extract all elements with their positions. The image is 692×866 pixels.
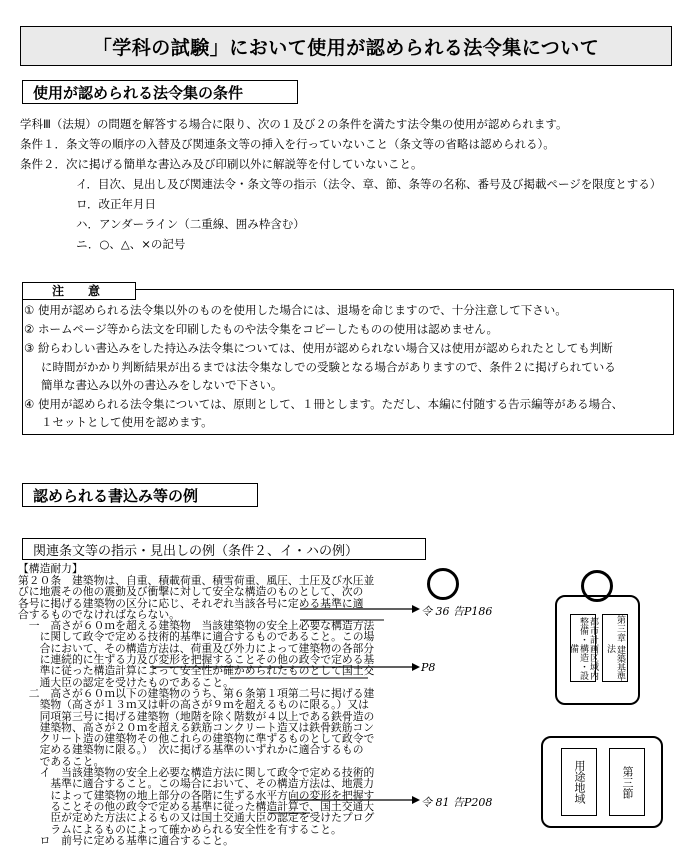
condition-2-item-ro: ロ．改正年月日 [76,197,157,211]
section-subheading: 関連条文等の指示・見出しの例（条件２、イ・ハの例） [22,538,426,560]
condition-2: 条件２．次に掲げる簡単な書込み及び印刷以外に解説等を付していないこと。 [20,157,423,171]
arrow-head-2 [412,663,420,671]
reference-note-2: P8 [421,661,436,674]
law-line: 築物（高さが１３ｍ又は軒の高さが９ｍを超えるものに限る。）又は [18,698,369,712]
law-line: 定める建築物に限る。） 次に掲げる基準のいずれかに適合するもの [18,743,364,757]
intro-text: 学科Ⅲ（法規）の問題を解答する場合に限り、次の１及び２の条件を満たす法令集の使用が認められます。 [20,117,568,131]
caution-line-6: ④ 使用が認められる法令集については、原則として、１冊とします。ただし、本編に付随する告示編等がある場合、 [24,397,624,411]
index-tab-1 [555,595,640,705]
caution-heading: 注 意 [22,282,136,300]
law-line: 第２０条 建築物は、自重、積載荷重、積雪荷重、風圧、土圧及び水圧並 [18,574,375,587]
section-heading-conditions: 使用が認められる法令集の条件 [22,80,298,104]
law-caption: 【構造耐力】 [18,562,83,575]
index-tab-2 [541,736,663,828]
law-line: 基準に適合すること。この場合において、その構造方法は、地震力 [18,777,375,791]
law-line: 同項第三号に掲げる建築物（地階を除く階数が４以上である鉄骨造の [18,709,375,723]
law-line: イ 当該建築物の安全上必要な構造方法に関して政令で定める技術的 [18,766,375,780]
page-title: 「学科の試験」において使用が認められる法令集について [20,26,672,66]
law-line: ることその他の政令で定める基準に従った構造計算で、国土交通大 [18,799,375,813]
caution-line-1: ① 使用が認められる法令集以外のものを使用した場合には、退場を命じますので、十分注意して下さい。 [24,303,567,317]
tab2-left-label: 用途地域 [561,748,597,816]
law-line: 臣が定めた方法によるもの又は国土交通大臣の認定を受けたプログ [18,811,375,825]
tab1-right-label: 第三章 建築基準法 [602,614,628,682]
law-line: びに地震その他の震動及び衝撃に対して安全な構造のものとして、次の [18,585,364,599]
circle-mark-1 [427,568,459,600]
tab1-left-label: 都市計画区域内 整備・構造・設備 [570,614,596,682]
caution-line-2: ② ホームページ等から法文を印刷したものや法令集をコピーしたものの使用は認めません。 [24,322,498,336]
reference-note-3: 令 81 告P208 [421,796,493,809]
law-line: 合において、その構造方法は、荷重及び外力によって建築物の各部分 [18,641,375,655]
law-line: であること。 [18,754,105,768]
section-heading-examples: 認められる書込み等の例 [22,483,258,507]
law-line: 各号に掲げる建築物の区分に応じ、それぞれ当該各号に定める基準に適 [18,596,364,610]
law-line: によって建築物の地上部分の各階に生ずる水平方向の変形を把握す [18,788,375,802]
caution-line-5: 簡単な書込み以外の書込みをしないで下さい。 [41,378,283,392]
law-line: 合するものでなければならない。 [18,607,180,621]
condition-1: 条件１．条文等の順序の入替及び関連条文等の挿入を行っていないこと（条文等の省略は認められる）。 [20,137,555,151]
caution-line-3: ③ 紛らわしい書込みをした持込み法令集については、使用が認められない場合又は使用が認められたとしても判断 [24,341,613,355]
law-line: 二 高さが６０ｍ以下の建築物のうち、第６条第１項第二号に掲げる建 [18,686,375,700]
arrow-head-3 [412,796,420,804]
condition-2-item-ni: ニ．○、△、×の記号 [76,237,186,251]
condition-2-item-i: イ．目次、見出し及び関連法令・条文等の指示（法令、章、節、条等の名称、番号及び掲載ページを限度とする） [76,177,662,191]
condition-2-item-ha: ハ．アンダーライン（二重線、囲み枠含む） [76,217,305,231]
law-line: 建築物、高さが２０ｍを超える鉄筋コンクリート造又は鉄骨鉄筋コン [18,720,375,734]
law-line: クリート造の建築物その他これらの建築物に準ずるものとして政令で [18,732,375,746]
law-line: ラムによるものによって確かめられる安全性を有すること。 [18,822,342,836]
law-line: に連続的に生ずる力及び変形を把握することその他の政令で定める基 [18,653,375,667]
law-line: 通大臣の認定を受けたものであること。 [18,675,234,689]
reference-note-1: 令 36 告P186 [421,605,493,618]
law-line: 一 高さが６０ｍを超える建築物 当該建築物の安全上必要な構造方法 [18,619,375,633]
caution-line-4: に時間がかかり判断結果が出るまでは法令集なしでの受験となる場合がありますので、条件２に掲げられている [41,360,616,374]
caution-line-7: １セットとして使用を認めます。 [41,415,213,429]
law-line: に関して政令で定める技術的基準に適合するものであること。この場 [18,630,375,644]
arrow-head-1 [412,605,420,613]
law-line: 準に従った構造計算によって安全性が確かめられたものとして国土交 [18,664,375,678]
tab2-right-label: 第三節 [609,748,645,816]
law-line: ロ 前号に定める基準に適合すること。 [18,833,234,847]
